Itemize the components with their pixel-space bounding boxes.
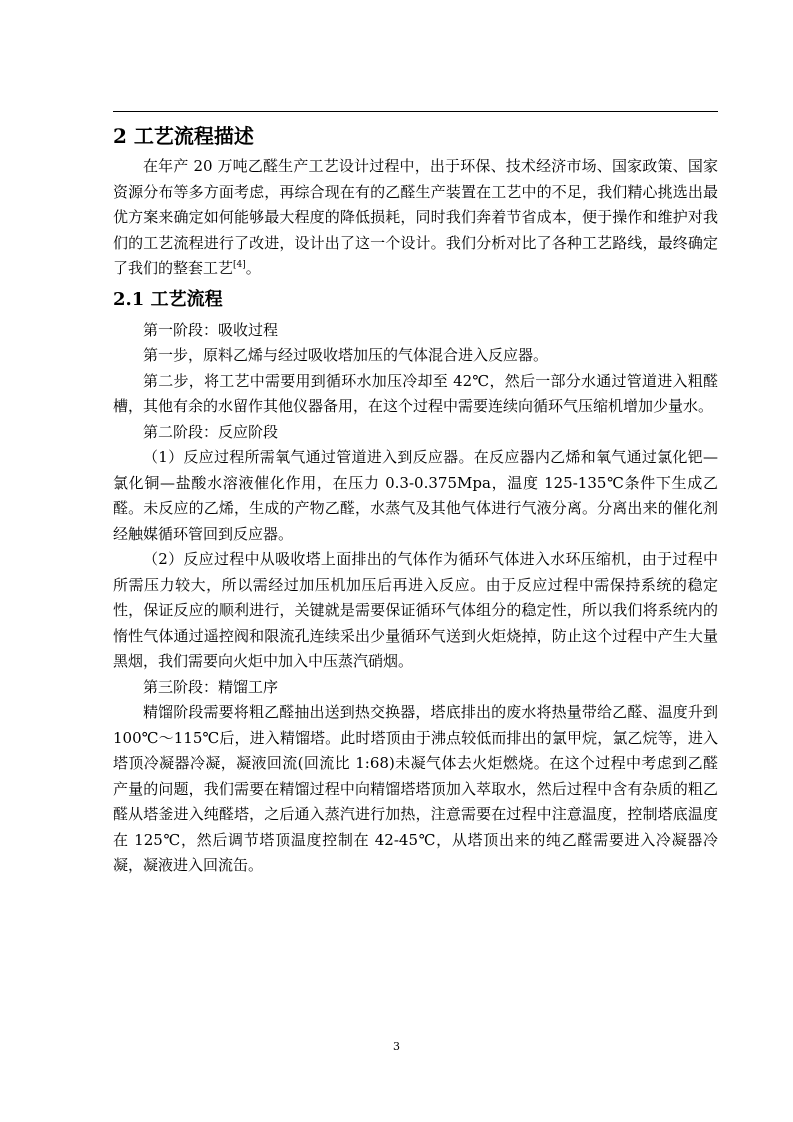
step-1-paragraph: 第一步，原料乙烯与经过吸收塔加压的气体混合进入反应器。 bbox=[143, 346, 549, 364]
citation-ref: [4] bbox=[233, 260, 246, 270]
intro-paragraph bbox=[113, 154, 718, 282]
intro-end: 。 bbox=[245, 259, 261, 277]
step-2-paragraph: 第二步，将工艺中需要用到循环水加压冷却至 42℃，然后一部分水通过管道进入粗醛槽，其他有余的水留作其他仪器备用，在这个过程中需要连续向循环气压缩机增加少量水。 bbox=[113, 371, 718, 415]
stage-3-heading: 第三阶段：精馏工序 bbox=[143, 677, 279, 696]
section-title: 2 工艺流程描述 bbox=[113, 124, 254, 148]
page-number: 3 bbox=[393, 1040, 400, 1053]
distillation-paragraph: 精馏阶段需要将粗乙醛抽出送到热交换器，塔底排出的废水将热量带给乙醛、温度升到 100℃～115℃后，进入精馏塔。此时塔顶由于沸点较低而排出的氯甲烷，氯乙烷等，进入塔顶冷凝器冷凝，凝液回流(回流比 1:68)未凝气体去火炬燃烧。在这个过程中考虑到乙醛产量的问题，我们需要在精馏过程中向精馏塔塔顶加入萃取水，然后过程中含有杂质的粗乙醛从塔釜进入纯醛塔，之后通入蒸汽进行加热，注意需要在过程中注意温度，控制塔底温度在 125℃，然后调节塔顶温度控制在 42-45℃，从塔顶出来的纯乙醛需要进入冷凝器冷凝，凝液进入回流缶。 bbox=[113, 703, 718, 874]
page-content bbox=[113, 118, 718, 879]
intro-text: 在年产 20 万吨乙醛生产工艺设计过程中，出于环保、技术经济市场、国家政策、国家资源分布等多方面考虑，再综合现在有的乙醛生产装置在工艺中的不足，我们精心挑选出最优方案来确定如何能够最大程度的降低损耗，同时我们奔着节省成本，便于操作和维护对我们的工艺流程进行了改进，设计出了这一个设计。我们分析对比了各种工艺路线，最终确定了我们的整套工艺 bbox=[113, 157, 718, 277]
stage-2-heading: 第二阶段：反应阶段 bbox=[143, 422, 279, 441]
reaction-item-1-paragraph: （1）反应过程所需氧气通过管道进入到反应器。在反应器内乙烯和氧气通过氯化钯—氯化铜—盐酸水溶液催化作用，在压力 0.3-0.375Mpa，温度 125-135℃条件下生成乙醛。未反应的乙烯，生成的产物乙醛，水蒸气及其他气体进行气液分离。分离出来的催化剂经触媒循环管回到反应器。 bbox=[113, 448, 718, 543]
subsection-title: 2.1 工艺流程 bbox=[113, 288, 223, 310]
header-rule bbox=[113, 111, 718, 112]
reaction-item-2-paragraph: （2）反应过程中从吸收塔上面排出的气体作为循环气体进入水环压缩机，由于过程中所需压力较大，所以需经过加压机加压后再进入反应。由于反应过程中需保持系统的稳定性，保证反应的顺利进行，关键就是需要保证循环气体组分的稳定性，所以我们将系统内的惰性气体通过遥控阀和限流孔连续采出少量循环气送到火炬烧掉，防止这个过程中产生大量黑烟，我们需要向火炬中加入中压蒸汽硝烟。 bbox=[113, 550, 718, 670]
stage-1-heading: 第一阶段：吸收过程 bbox=[143, 320, 279, 339]
